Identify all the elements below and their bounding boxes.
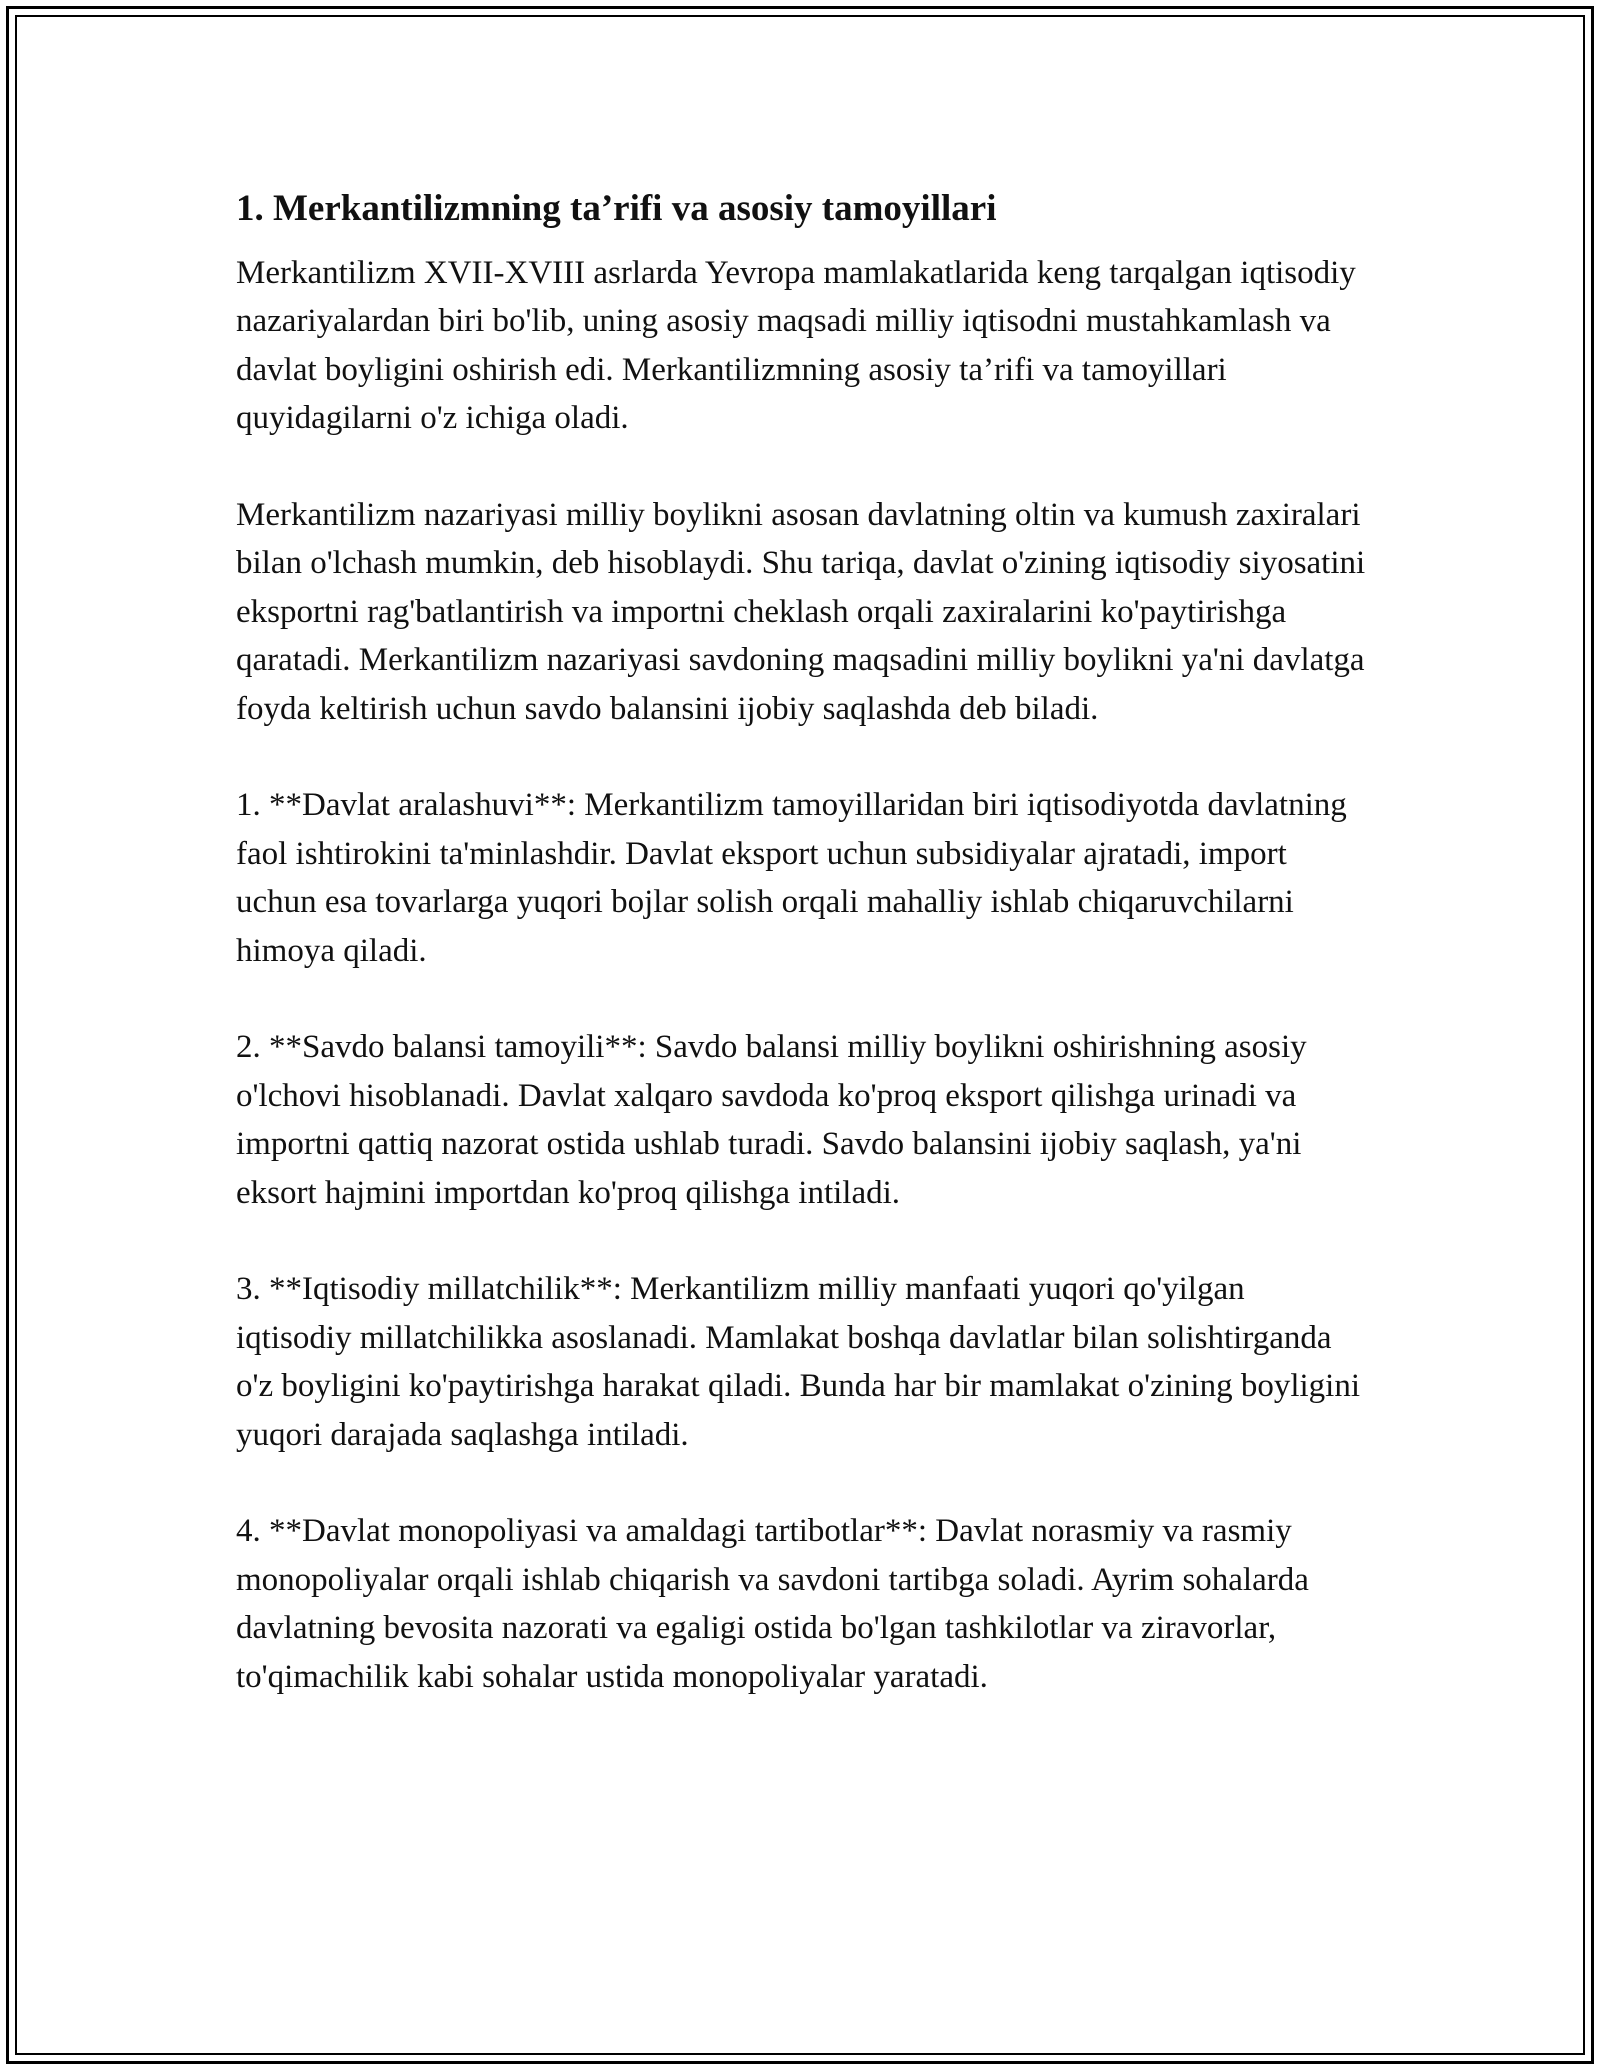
paragraph-state-intervention: 1. **Davlat aralashuvi**: Merkantilizm tamoyillaridan biri iqtisodiyotda davlatning faol ishtirokini ta'minlashdir. Davlat eksport uchun subsidiyalar ajratadi, import uchun esa tovarlarga yuqori bojlar solish orqali mahalliy ishlab chiqaruvchilarni himoya qiladi. [236, 787, 1347, 969]
paragraph-intro: Merkantilizm XVII-XVIII asrlarda Yevropa mamlakatlarida keng tarqalgan iqtisodiy nazariyalardan biri bo'lib, uning asosiy maqsadi milliy iqtisodni mustahkamlash va davlat boyligini oshirish edi. Merkantilizmning asosiy ta’rifi va tamoyillari quyidagilarni o'z ichiga oladi. [236, 255, 1356, 437]
paragraph-economic-nationalism: 3. **Iqtisodiy millatchilik**: Merkantilizm milliy manfaati yuqori qo'yilgan iqtisodiy millatchilikka asoslanadi. Mamlakat boshqa davlatlar bilan solishtirganda o'z boyligini ko'paytirishga harakat qiladi. Bunda har bir mamlakat o'zining boyligini yuqori darajada saqlashga intiladi. [236, 1271, 1361, 1453]
document-body [236, 185, 1366, 1750]
paragraph-trade-balance: 2. **Savdo balansi tamoyili**: Savdo balansi milliy boylikni oshirishning asosiy o'lchovi hisoblanadi. Davlat xalqaro savdoda ko'proq eksport qilishga urinadi va importni qattiq nazorat ostida ushlab turadi. Savdo balansini ijobiy saqlash, ya'ni eksort hajmini importdan ko'proq qilishga intiladi. [236, 1029, 1307, 1211]
paragraph-wealth-theory: Merkantilizm nazariyasi milliy boylikni asosan davlatning oltin va kumush zaxiralari bilan o'lchash mumkin, deb hisoblaydi. Shu tariqa, davlat o'zining iqtisodiy siyosatini eksportni rag'batlantirish va importni cheklash orqali zaxiralarini ko'paytirishga qaratadi. Merkantilizm nazariyasi savdoning maqsadini milliy boylikni ya'ni davlatga foyda keltirish uchun savdo balansini ijobiy saqlashda deb biladi. [236, 497, 1366, 727]
paragraph-state-monopoly: 4. **Davlat monopoliyasi va amaldagi tartibotlar**: Davlat norasmiy va rasmiy monopoliyalar orqali ishlab chiqarish va savdoni tartibga soladi. Ayrim sohalarda davlatning bevosita nazorati va egaligi ostida bo'lgan tashkilotlar va ziravorlar, to'qimachilik kabi sohalar ustida monopoliyalar yaratadi. [236, 1513, 1309, 1695]
section-heading: 1. Merkantilizmning ta’rifi va asosiy tamoyillari [236, 188, 997, 229]
